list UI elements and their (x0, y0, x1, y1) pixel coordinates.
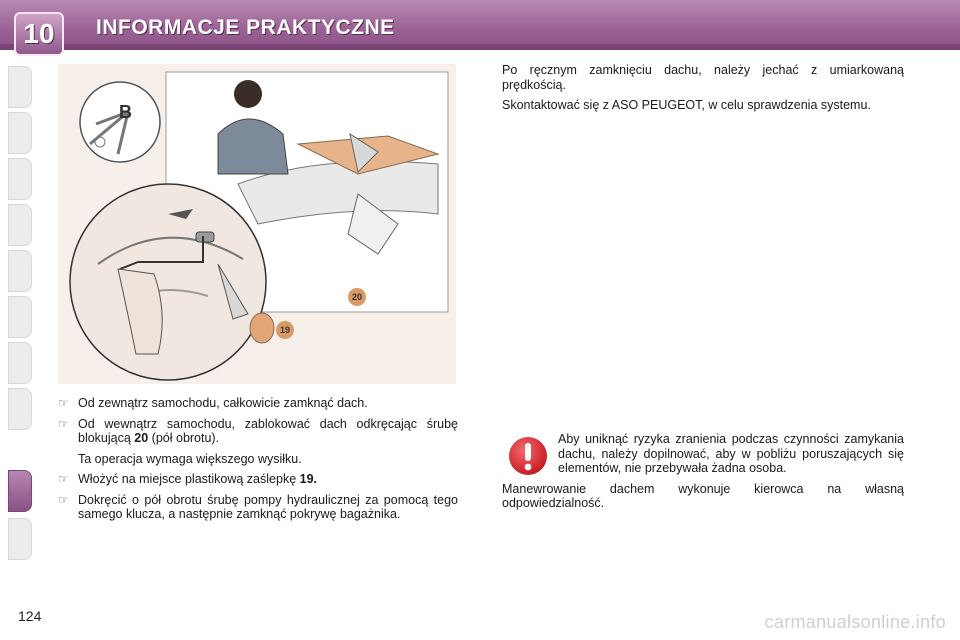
warning-text: Aby uniknąć ryzyka zranienia podczas czynności zamykania dachu, należy dopilnować, aby w pobliżu poruszających się elementów, nie przebywała żadna osoba. (558, 432, 904, 475)
page-number: 124 (18, 608, 42, 624)
list-item: ☞ Od wewnątrz samochodu, zablokować dach odkręcając śrubę blokującą 20 (pół obrotu). (58, 416, 458, 445)
chapter-tab[interactable] (8, 388, 32, 430)
paragraph-speed: Po ręcznym zamknięciu dachu, należy jechać z umiarkowaną prędkością. (502, 63, 904, 92)
chapter-tab[interactable] (8, 158, 32, 200)
header-band (0, 44, 960, 50)
list-note: Ta operacja wymaga większego wysiłku. (78, 451, 302, 466)
chapter-tab[interactable] (8, 66, 32, 108)
bold-ref-20: 20 (134, 431, 149, 445)
chapter-tab[interactable] (8, 342, 32, 384)
list-item: ☞ Dokręcić o pół obrotu śrubę pompy hydraulicznej za pomocą tego samego klucza, a następnie zamknąć pokrywę bagażnika. (58, 492, 458, 521)
list-item: ☞ Włożyć na miejsce plastikową zaślepkę 19. (58, 472, 318, 486)
right-text (502, 63, 904, 119)
chapter-tab[interactable] (8, 250, 32, 292)
chapter-tab[interactable] (8, 204, 32, 246)
pointing-hand-icon: ☞ (58, 396, 69, 410)
chapter-tab-active[interactable] (8, 470, 32, 512)
chapter-title: INFORMACJE PRAKTYCZNE (96, 16, 395, 39)
chapter-tab[interactable] (8, 518, 32, 560)
warning-responsibility-text: Manewrowanie dachem wykonuje kierowca na własną odpowiedzialność. (502, 481, 904, 510)
chapter-number-badge: 10 (14, 12, 64, 56)
roof-closing-illustration (58, 64, 456, 384)
callout-19: 19 (276, 321, 294, 339)
chapter-tab[interactable] (8, 112, 32, 154)
pointing-hand-icon: ☞ (58, 416, 69, 431)
bold-ref-19: 19. (299, 472, 318, 486)
watermark: carmanualsonline.info (764, 612, 946, 632)
callout-b: B (119, 102, 132, 122)
pointing-hand-icon: ☞ (58, 492, 69, 507)
chapter-tab[interactable] (8, 296, 32, 338)
chapter-tab-strip (0, 62, 32, 574)
instruction-list (58, 396, 458, 528)
list-item: ☞ Od zewnątrz samochodu, całkowicie zamknąć dach. (58, 396, 368, 410)
pointing-hand-icon: ☞ (58, 472, 69, 486)
warning-box (502, 432, 904, 511)
callout-20: 20 (348, 288, 366, 306)
exclamation-icon (508, 436, 548, 476)
paragraph-service: Skontaktować się z ASO PEUGEOT, w celu sprawdzenia systemu. (502, 98, 871, 112)
